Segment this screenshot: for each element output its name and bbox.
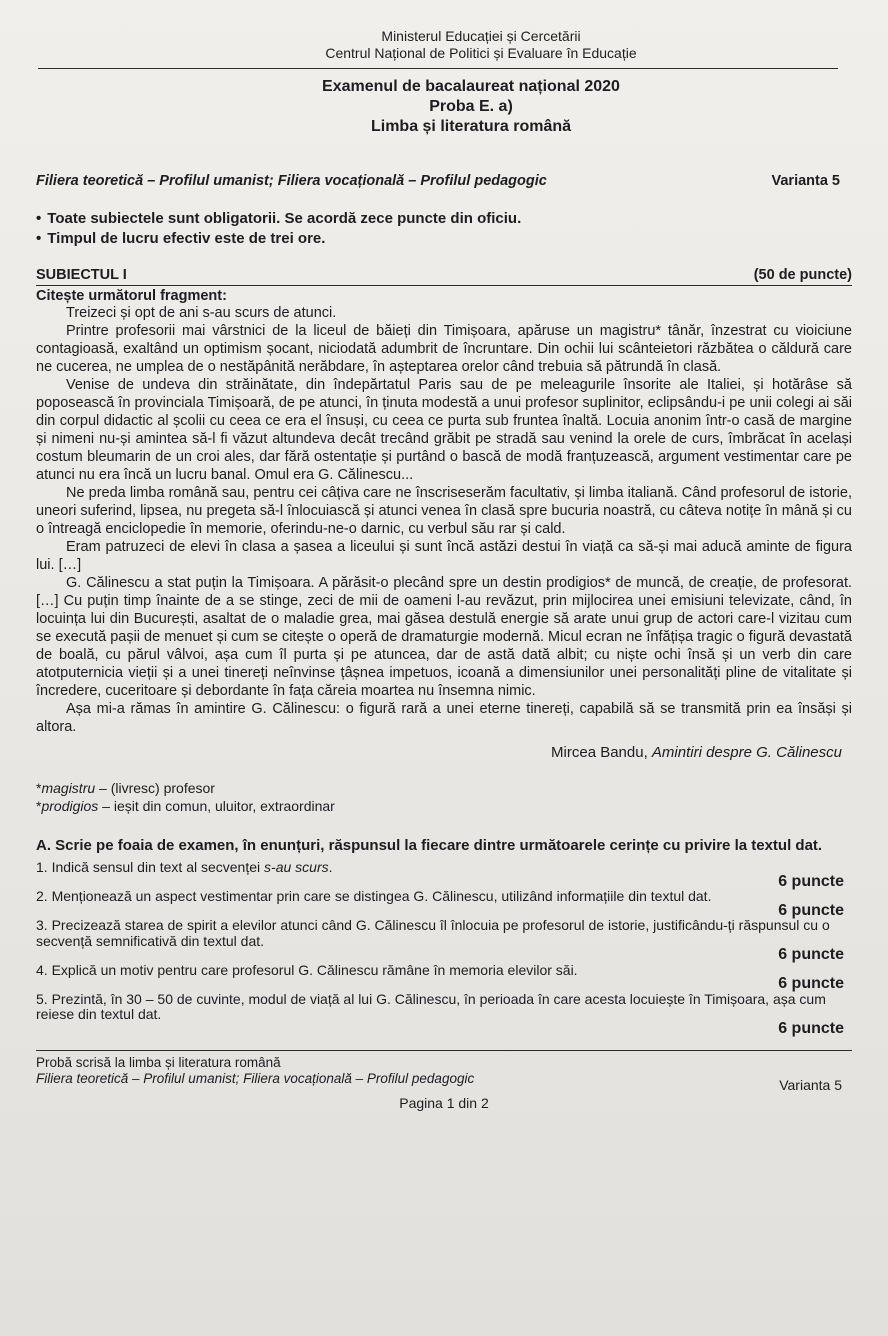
fragment-paragraph: Treizeci și opt de ani s-au scurs de atunci. (66, 305, 337, 321)
exam-title: Examenul de bacalaureat național 2020 (322, 78, 620, 95)
exam-subject: Limba și literatura română (370, 118, 572, 135)
fragment-paragraph: Printre profesorii mai vârstnici de la liceul de băieți din Timișoara, apăruse un magistru* tânăr, înzestrat cu vioiciune contagioasă, exaltând un optimism șocant, niciodată adumbrit de încruntare. Din ochii lui scânteietori răzbătea o căldură care ne cucerea, ne umplea de o nestăpânită nerăbdare, în așteptarea orelor când trebuia să pătrundă în clasă. (36, 323, 852, 375)
footer-divider (36, 1050, 852, 1051)
rule-item: • Toate subiectele sunt obligatorii. Se acordă zece puncte din oficiu. (36, 209, 852, 229)
question-points: 6 puncte (778, 1019, 844, 1037)
question-points: 6 puncte (778, 872, 844, 890)
question-text: 3. Precizează starea de spirit a elevilor atunci când G. Călinescu îl înlocuia pe profesorul de istorie, justificându-ți răspunsul cu o secvență semnificativă din textul dat. (36, 917, 830, 949)
glossary-item: *prodigios – ieșit din comun, uluitor, extraordinar (36, 798, 335, 814)
subiect-heading (36, 267, 852, 283)
question-item (36, 918, 852, 963)
page-footer (36, 1055, 852, 1111)
subiect-divider (36, 285, 852, 286)
glossary-item: *magistru – (livresc) profesor (36, 780, 215, 796)
work-title: Amintiri despre G. Călinescu (651, 744, 842, 761)
author-citation (30, 744, 842, 761)
read-instruction: Citește următorul fragment: (36, 288, 227, 304)
question-prefix: 1. Indică sensul din text al secvenței (36, 859, 265, 875)
exam-heading (90, 77, 852, 137)
footer-line: Probă scrisă la limba și literatura română (36, 1055, 281, 1070)
filiera-text: Filiera teoretică – Profilul umanist; Filiera vocațională – Profilul pedagogic (36, 173, 547, 189)
page-number: Pagina 1 din 2 (399, 1095, 489, 1111)
question-sequence: s-au scurs (264, 859, 329, 875)
question-points: 6 puncte (778, 975, 844, 992)
filiera-row (36, 173, 852, 189)
fragment-paragraph: Așa mi-a rămas în amintire G. Călinescu: o figură rară a unei eterne tinereți, capabilă să se transmită prin ea însăși și altora. (36, 701, 852, 735)
fragment-paragraph: G. Călinescu a stat puțin la Timișoara. A părăsit-o plecând spre un destin prodigios* de muncă, de creație, de profesorat. […] Cu puțin timp înainte de a se stinge, zeci de mii de oameni l-au revăzut, prin mijlocirea unei emisiuni televizate, când, în locuința lui din București, asaltat de o maladie grea, mai găsea destulă energie să arate unui grup de actori care-l vizitau cum se execută pașii de menuet și cum se citește o operă de dramaturgie modernă. Micul ecran ne înfățișa tragic o figură devastată de boală, cu părul vâlvoi, așa cum îl purta și pe atuncea, dar de astă dată albit; cu niște ochi însă și un verb din care atotputernicia vieții și a unei tinereți neînvinse țâșnea impetuos, icoană a dimensiunilor unei personalități pline de vitalitate și încredere, cuceritoare și debordante în fața căreia moartea nu însemna nimic. (36, 575, 852, 699)
question-text: 5. Prezintă, în 30 – 50 de cuvinte, modul de viață al lui G. Călinescu, în perioada în care acesta locuiește în Timișoara, așa cum reiese din textul dat. (36, 990, 826, 1022)
text-fragment (36, 304, 852, 736)
question-item (36, 889, 852, 918)
ministry-header (110, 28, 852, 62)
question-list (36, 860, 852, 1036)
question-item (36, 992, 852, 1037)
exam-proba: Proba E. a) (429, 98, 513, 115)
varianta-label: Varianta 5 (771, 173, 840, 189)
rule-item: • Timpul de lucru efectiv este de trei ore. (36, 229, 852, 249)
fragment-paragraph: Venise de undeva din străinătate, din îndepărtatul Paris sau de pe meleagurile însorite ale Italiei, și hotărâse să poposească în provinciala Timișoară, de pe atunci, în ținuta modestă a unui profesor suplinitor, eclipsându-i pe unii colegi ai săi din corpul didactic al școlii cu ceea ce era el însuși, cu ceea ce purta sub fruntea înaltă. Locuia anonim într-o casă de margine și nimeni nu-și amintea să-l fi văzut altundeva decât trecând grăbit pe stradă sau venind la orele de curs, îmbrăcat în același costum bleumarin de un croi ales, dar fără ostentație și purtând o bască de modă franțuzească, argument vestimentar care pe atunci nu era încă un lucru banal. Omul era G. Călinescu... (36, 377, 852, 483)
question-item (36, 860, 852, 889)
subiect-title: SUBIECTUL I (36, 267, 127, 283)
header-divider (38, 68, 838, 69)
glossary-term: prodigios (41, 798, 99, 814)
section-a-instruction: A. Scrie pe foaia de examen, în enunțuri, răspunsul la fiecare dintre următoarele cerințe cu privire la textul dat. (36, 837, 823, 854)
footer-varianta: Varianta 5 (779, 1077, 842, 1093)
question-item (36, 963, 852, 992)
question-points: 6 puncte (778, 946, 844, 963)
footer-filiera: Filiera teoretică – Profilul umanist; Filiera vocațională – Profilul pedagogic (36, 1071, 475, 1086)
ministry-name: Ministerul Educației și Cercetării (381, 28, 581, 44)
subiect-points: (50 de puncte) (753, 267, 852, 283)
question-suffix: . (328, 859, 333, 875)
fragment-paragraph: Eram patruzeci de elevi în clasa a șasea a liceului și sunt încă astăzi destui în viață ca să-și mai aducă aminte de figura lui. […] (36, 539, 852, 573)
exam-rules (36, 209, 852, 249)
glossary (36, 779, 852, 815)
question-points: 6 puncte (778, 901, 844, 919)
question-text: 4. Explică un motiv pentru care profesorul G. Călinescu rămâne în memoria elevilor săi. (36, 961, 578, 978)
glossary-term: magistru (41, 780, 96, 796)
author-name: Mircea Bandu, (551, 744, 648, 761)
fragment-paragraph: Ne preda limba română sau, pentru cei câțiva care ne înscriseserăm facultativ, și limba italiană. Când profesorul de istorie, uneori suferind, lipsea, nu pregeta să-l înlocuiască și atunci venea în clasă spre bucuria noastră, cu câteva notițe în mână și cu o întreagă enciclopedie în memorie, oferindu-ne-o darnic, cu verbul său rar și cald. (36, 485, 852, 537)
glossary-definition: – (livresc) profesor (95, 780, 215, 796)
glossary-definition: – ieșit din comun, uluitor, extraordinar (98, 798, 335, 814)
question-text: 2. Menționează un aspect vestimentar prin care se distingea G. Călinescu, utilizând informațiile din textul dat. (36, 888, 712, 904)
center-name: Centrul Național de Politici și Evaluare în Educație (325, 45, 637, 61)
